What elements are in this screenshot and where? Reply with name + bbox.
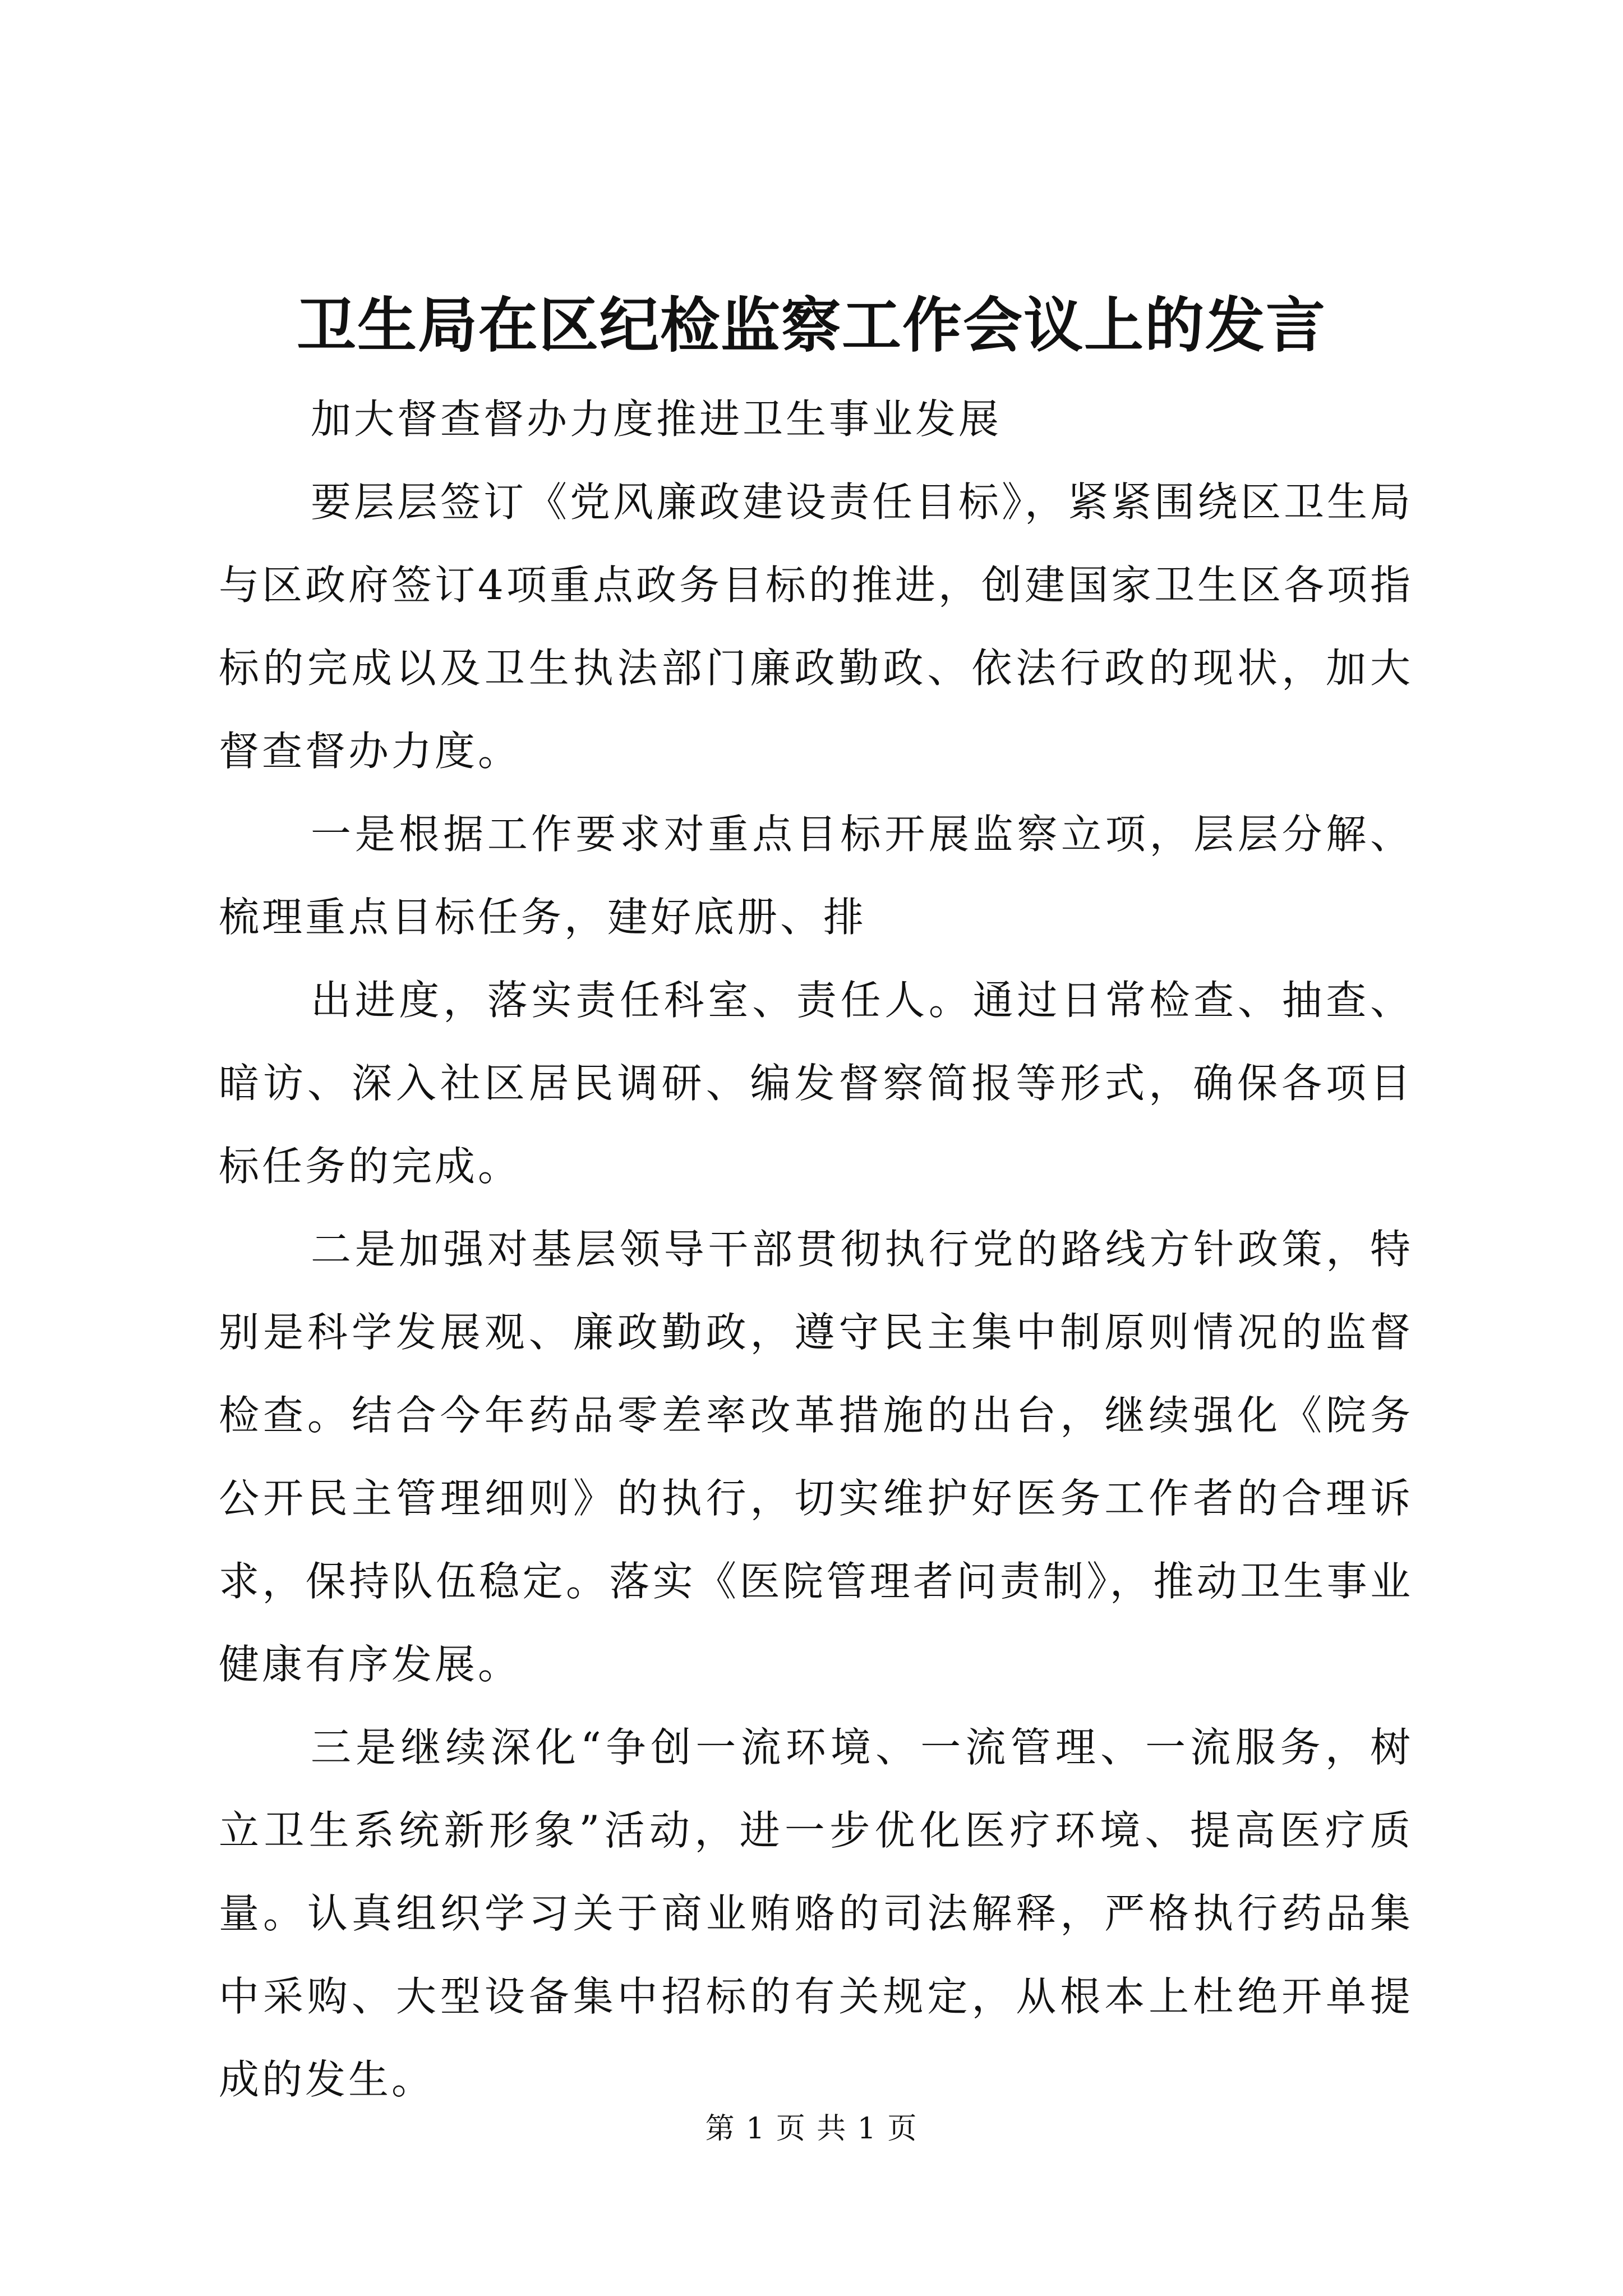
body-paragraph-2: 一是根据工作要求对重点目标开展监察立项，层层分解、梳理重点目标任务，建好底册、排 — [219, 811, 1413, 941]
document-title: 卫生局在区纪检监察工作会议上的发言 — [297, 290, 1326, 360]
body-paragraph-4: 二是加强对基层领导干部贯彻执行党的路线方针政策，特别是科学发展观、廉政勤政，遵守民主集中制原则情况的监督检查。结合今年药品零差率改革措施的出台，继续强化《院务公开民主管理细则》的执行，切实维护好医务工作者的合理诉求，保持队伍稳定。落实《医院管理者问责制》，推动卫生事业健康有序发展。 — [219, 1226, 1413, 1688]
body-paragraph-3: 出进度，落实责任科室、责任人。通过日常检查、抽查、暗访、深入社区居民调研、编发督察简报等形式，确保各项目标任务的完成。 — [219, 977, 1413, 1190]
body-paragraph-5: 三是继续深化“争创一流环境、一流管理、一流服务，树立卫生系统新形象”活动，进一步优化医疗环境、提高医疗质量。认真组织学习关于商业贿赂的司法解释，严格执行药品集中采购、大型设备集中招标的有关规定，从根本上杜绝开单提成的发生。 — [219, 1724, 1413, 2103]
page-footer: 第 1 页 共 1 页 — [705, 2112, 918, 2146]
document-body — [219, 378, 1413, 2121]
body-paragraph-1: 要层层签订《党风廉政建设责任目标》，紧紧围绕区卫生局与区政府签订4项重点政务目标的推进，创建国家卫生区各项指标的完成以及卫生执法部门廉政勤政、依法行政的现状，加大督查督办力度。 — [219, 478, 1414, 775]
subtitle-paragraph: 加大督查督办力度推进卫生事业发展 — [311, 395, 1002, 443]
